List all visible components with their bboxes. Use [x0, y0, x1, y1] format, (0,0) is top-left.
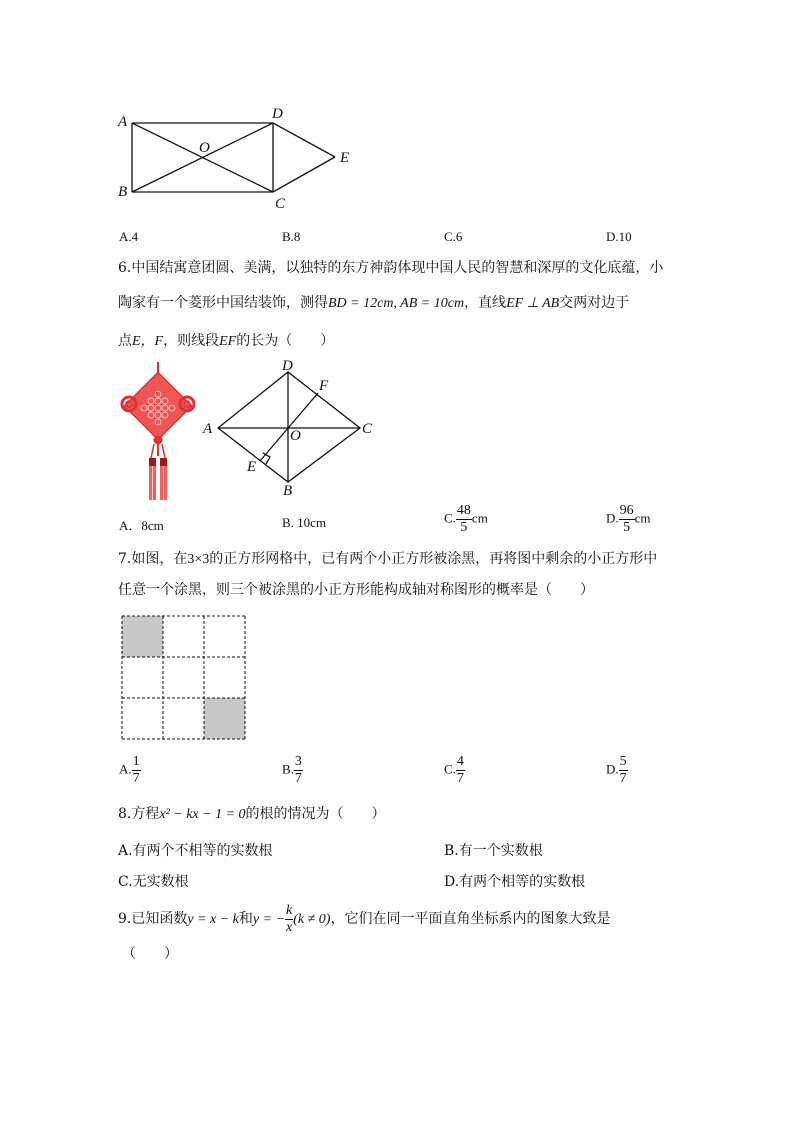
q7-option-a[interactable]: A. $\frac{1}{7}$ — [119, 754, 140, 786]
q5-option-a[interactable]: A.4 — [119, 229, 139, 244]
q6-option-a[interactable]: A．8cm — [119, 518, 164, 533]
shaded-cell — [122, 616, 163, 657]
q8-option-b[interactable]: B.有一个实数根 — [444, 843, 543, 859]
q7-stem-line1: 7.如图，在3×3的正方形网格中，已有两个小正方形被涂黑，再将图中剩余的小正方形中 — [118, 551, 658, 567]
q6-option-b[interactable]: B. 10cm — [282, 515, 327, 530]
q6-label-e: E — [247, 459, 257, 475]
q7-option-c[interactable]: C. $\frac{4}{7}$ — [444, 754, 464, 786]
q6-rhombus-figure — [200, 355, 380, 500]
q6-label-c: C — [362, 421, 373, 437]
q9-stem: 9.已知函数y = x − k和y = − $\frac{k}{x}$ (k ≠ 0)，它们在同一平面直角坐标系内的图象大致是 — [118, 902, 611, 935]
q6-label-a: A — [203, 421, 213, 437]
q7-stem-line2: 任意一个涂黑，则三个被涂黑的小正方形能构成轴对称图形的概率是（ ） — [118, 582, 594, 598]
q5-option-c[interactable]: C.6 — [444, 229, 463, 244]
q5-label-a: A — [118, 114, 128, 130]
q7-option-b[interactable]: B. $\frac{3}{7}$ — [282, 754, 302, 786]
chinese-knot-image — [118, 360, 200, 502]
q5-figure — [110, 100, 360, 215]
q6-option-d[interactable]: D. $\frac{96}{5}$ cm — [606, 503, 651, 535]
q6-label-d: D — [282, 358, 293, 374]
q7-grid-figure — [120, 614, 248, 741]
q6-label-f: F — [319, 378, 329, 394]
q9-stem-line2: （ ） — [122, 946, 178, 962]
q7-option-d[interactable]: D. $\frac{5}{7}$ — [606, 754, 627, 786]
q5-option-d[interactable]: D.10 — [606, 229, 632, 244]
q6-stem-line3: 点E，F，则线段EF的长为（ ） — [118, 333, 335, 349]
q8-stem: 8.方程x² − kx − 1 = 0的根的情况为（ ） — [118, 806, 386, 822]
q8-option-a[interactable]: A.有两个不相等的实数根 — [118, 843, 273, 859]
q5-label-d: D — [272, 106, 283, 122]
q8-option-d[interactable]: D.有两个相等的实数根 — [444, 874, 586, 890]
q6-stem-line1: 6.中国结寓意团圆、美满，以独特的东方神韵体现中国人民的智慧和深厚的文化底蕴，小 — [118, 260, 664, 276]
q6-stem-line2: 陶家有一个菱形中国结装饰，测得BD = 12cm, AB = 10cm，直线EF ⊥ AB交两对边于 — [118, 295, 630, 311]
q6-option-c[interactable]: C. $\frac{48}{5}$ cm — [444, 503, 488, 535]
q6-label-o: O — [290, 428, 301, 444]
q5-label-b: B — [118, 184, 128, 200]
q8-option-c[interactable]: C.无实数根 — [118, 874, 189, 890]
q5-option-b[interactable]: B.8 — [282, 229, 301, 244]
q5-label-e: E — [340, 150, 350, 166]
q6-label-b: B — [283, 483, 293, 499]
shaded-cell — [204, 698, 245, 739]
q5-label-c: C — [275, 196, 286, 212]
q5-label-o: O — [199, 140, 210, 156]
